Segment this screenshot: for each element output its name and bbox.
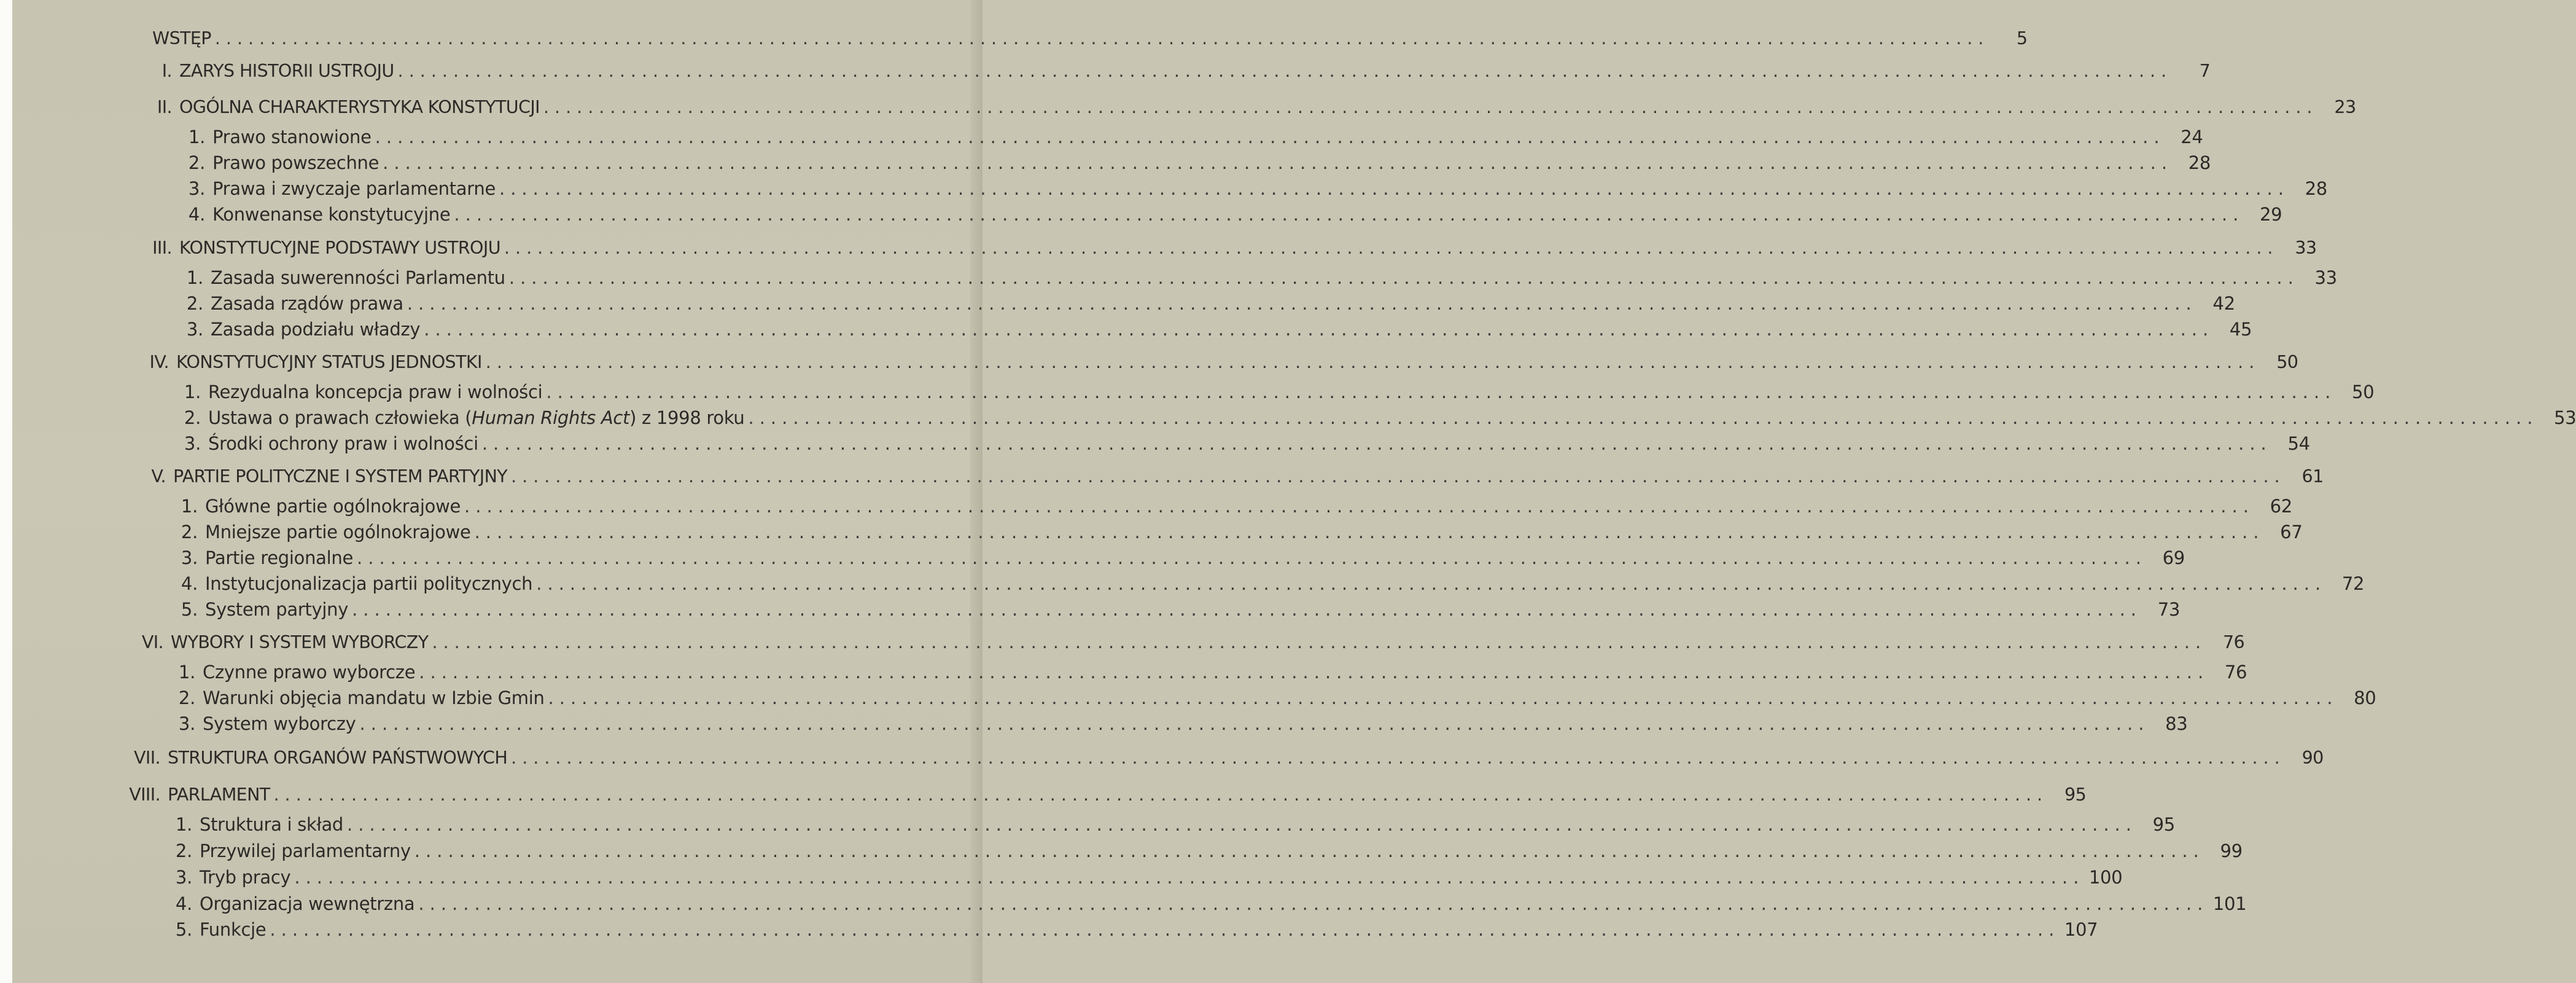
toc-chapter-page: 90 [2302, 748, 2324, 768]
toc-intro-page: 5 [2016, 28, 2028, 49]
toc-section-title: Warunki objęcia mandatu w Izbie Gmin [203, 687, 545, 708]
toc-section [188, 178, 2327, 200]
toc-section-page: 42 [2212, 293, 2235, 314]
toc-section-page: 72 [2341, 573, 2365, 594]
toc-chapter-title: WYBORY I SYSTEM WYBORCZY [171, 632, 429, 652]
toc-section-page: 76 [2224, 662, 2247, 683]
toc-section-page: 62 [2270, 496, 2292, 517]
toc-section-number: 5. [181, 599, 198, 620]
toc-section [186, 292, 2235, 315]
toc-chapter-page: 76 [2222, 632, 2245, 652]
toc-leader: ................................................................................................................................................................ [352, 599, 2142, 620]
toc-leader: ................................................................................................................................................................ [397, 61, 2173, 81]
toc-section-title: Ustawa o prawach człowieka (Human Rights Act) z 1998 roku [208, 407, 745, 428]
toc-section-title: Główne partie ogólnokrajowe [205, 496, 461, 517]
toc-chapter-number: VI. [141, 632, 163, 652]
toc-leader: ................................................................................................................................................................ [383, 152, 2173, 173]
toc-section-number: 4. [175, 893, 192, 914]
toc-section-title: Organizacja wewnętrzna [200, 893, 415, 914]
toc-leader: ................................................................................................................................................................ [511, 466, 2286, 487]
toc-leader: ................................................................................................................................................................ [504, 238, 2279, 258]
toc-leader: ................................................................................................................................................................ [375, 127, 2165, 147]
toc-section-number: 3. [178, 713, 195, 734]
toc-section [175, 840, 2243, 862]
toc-section [175, 893, 2247, 915]
toc-section-page: 101 [2212, 893, 2247, 914]
toc-intro-title: WSTĘP [152, 28, 211, 49]
toc-chapter-page: 95 [2064, 785, 2087, 805]
toc-chapter-title: STRUKTURA ORGANÓW PAŃSTWOWYCH [168, 748, 508, 768]
toc-section-title: Środki ochrony praw i wolności [208, 433, 478, 454]
toc-chapter-title: PARLAMENT [168, 785, 270, 805]
toc-leader: ................................................................................................................................................................ [418, 893, 2209, 914]
toc-section-page: 83 [2165, 713, 2188, 734]
toc-section-title: Partie regionalne [205, 547, 354, 568]
toc-section-page: 45 [2229, 319, 2252, 340]
toc-chapter-page: 50 [2276, 352, 2298, 372]
toc-section-page: 33 [2314, 267, 2337, 288]
toc-section-title: Przywilej parlamentarny [200, 840, 411, 861]
toc-section [188, 203, 2282, 225]
toc-section [178, 687, 2376, 709]
toc-section [188, 152, 2211, 174]
toc-section [181, 495, 2292, 517]
toc-chapter-title: OGÓLNA CHARAKTERYSTYKA KONSTYTUCJI [179, 97, 540, 117]
toc-section-number: 3. [184, 433, 201, 454]
toc-chapter [129, 237, 2317, 259]
toc-section [181, 521, 2303, 543]
toc-section-page: 29 [2260, 204, 2282, 225]
toc-section-title: System partyjny [205, 599, 349, 620]
toc-section-number: 2. [178, 687, 195, 708]
toc-section-number: 2. [186, 293, 203, 314]
toc-section-title: Mniejsze partie ogólnokrajowe [205, 522, 471, 542]
toc-section [175, 866, 2123, 888]
toc-chapter-number: II. [157, 97, 172, 117]
toc-chapter-number: VII. [134, 748, 160, 768]
toc-leader: ................................................................................................................................................................ [474, 522, 2265, 542]
toc-chapter-title: KONSTYTUCYJNY STATUS JEDNOSTKI [176, 352, 482, 372]
toc-section [175, 918, 2098, 941]
toc-leader: ................................................................................................................................................................ [294, 867, 2085, 888]
toc-section-page: 24 [2181, 127, 2203, 147]
toc-chapter [120, 632, 2245, 654]
toc-section-title: Rezydualna koncepcja praw i wolności [208, 382, 543, 402]
toc-section-title: Prawa i zwyczaje parlamentarne [212, 178, 496, 199]
toc-section-title: Zasada rządów prawa [211, 293, 403, 314]
toc-chapter [117, 784, 2087, 806]
toc-leader: ................................................................................................................................................................ [454, 204, 2244, 225]
toc-leader: ................................................................................................................................................................ [273, 785, 2049, 805]
toc-chapter-number: VIII. [129, 785, 160, 805]
toc-chapter-page: 61 [2302, 466, 2324, 487]
toc-leader: ................................................................................................................................................................ [508, 267, 2299, 288]
toc-section-page: 28 [2305, 178, 2327, 199]
toc-section [184, 433, 2310, 455]
toc-leader: ................................................................................................................................................................ [499, 178, 2289, 199]
toc-chapter-number: IV. [149, 352, 169, 372]
toc-section-number: 3. [181, 547, 198, 568]
page-margin [0, 0, 12, 983]
toc-section-title: Struktura i skład [200, 814, 344, 835]
toc-section-number: 3. [188, 178, 205, 199]
toc-leader: ................................................................................................................................................................ [357, 547, 2147, 568]
toc-section-title: Zasada podziału władzy [211, 319, 421, 340]
toc-leader: ................................................................................................................................................................ [464, 496, 2254, 517]
toc-section-page: 107 [2064, 919, 2098, 940]
toc-section [181, 598, 2181, 621]
toc-section-number: 1. [184, 382, 201, 402]
toc-chapter-number: I. [161, 61, 172, 81]
toc-section-number: 1. [181, 496, 198, 517]
toc-chapter-number: V. [151, 466, 166, 487]
toc-leader: ................................................................................................................................................................ [270, 919, 2060, 940]
toc-chapter-page: 33 [2295, 238, 2317, 258]
toc-leader: ................................................................................................................................................................ [748, 407, 2539, 428]
toc-section [186, 318, 2252, 340]
toc-section-title: Instytucjonalizacja partii politycznych [205, 573, 533, 594]
toc-section-page: 80 [2354, 687, 2376, 708]
toc-section [178, 661, 2247, 683]
toc-section [184, 407, 2576, 429]
toc-leader: ................................................................................................................................................................ [347, 814, 2137, 835]
toc-leader: ................................................................................................................................................................ [414, 840, 2204, 861]
toc-chapter [123, 466, 2324, 488]
toc-section-page: 100 [2088, 867, 2123, 888]
toc-leader: ................................................................................................................................................................ [419, 662, 2209, 683]
toc-section-number: 1. [188, 127, 205, 147]
toc-section [175, 813, 2175, 836]
toc-section-page: 99 [2220, 840, 2243, 861]
toc-chapter-page: 23 [2334, 97, 2356, 117]
toc-leader: ................................................................................................................................................................ [432, 632, 2207, 652]
toc-section-number: 4. [188, 204, 205, 225]
toc-leader: ................................................................................................................................................................ [485, 352, 2260, 372]
toc-section-page: 69 [2162, 547, 2185, 568]
toc-section-page: 53 [2554, 407, 2576, 428]
toc-section-number: 3. [175, 867, 192, 888]
toc-section-number: 2. [188, 152, 205, 173]
toc-section-number: 5. [175, 919, 192, 940]
toc-chapter-title: KONSTYTUCYJNE PODSTAWY USTROJU [179, 238, 500, 258]
toc-leader: ................................................................................................................................................................ [481, 433, 2272, 454]
toc-section-number: 1. [178, 662, 195, 683]
toc-leader: ................................................................................................................................................................ [548, 687, 2338, 708]
toc-chapter-number: III. [152, 238, 172, 258]
toc-section [178, 713, 2188, 735]
toc-chapter-title: PARTIE POLITYCZNE I SYSTEM PARTYJNY [173, 466, 508, 487]
toc-section-page: 54 [2287, 433, 2310, 454]
toc-section-title: Czynne prawo wyborcze [203, 662, 416, 683]
toc-section-page: 67 [2280, 522, 2303, 542]
toc-section-title: System wyborczy [203, 713, 356, 734]
toc-section-title: Funkcje [200, 919, 267, 940]
toc-section-title: Tryb pracy [200, 867, 291, 888]
toc-section-number: 2. [181, 522, 198, 542]
toc-leader: ................................................................................................................................................................ [536, 573, 2327, 594]
toc-section-title: Zasada suwerenności Parlamentu [211, 267, 505, 288]
toc-section-number: 3. [186, 319, 203, 340]
toc-chapter [129, 96, 2356, 119]
toc-section [184, 381, 2375, 403]
toc-section-page: 73 [2157, 599, 2181, 620]
toc-leader: ................................................................................................................................................................ [546, 382, 2337, 402]
toc-section [186, 267, 2337, 289]
toc-intro [152, 28, 2028, 50]
toc-chapter [117, 747, 2324, 769]
toc-section-number: 2. [175, 840, 192, 861]
toc-chapter [129, 60, 2211, 82]
toc-section-number: 2. [184, 407, 201, 428]
toc-section-title: Prawo stanowione [212, 127, 372, 147]
toc-leader: ................................................................................................................................................................ [511, 748, 2286, 768]
toc-chapter [126, 351, 2298, 374]
toc-section-page: 95 [2152, 814, 2175, 835]
toc-section-page: 28 [2188, 152, 2211, 173]
toc-leader: ................................................................................................................................................................ [424, 319, 2214, 340]
toc-section-page: 50 [2352, 382, 2375, 402]
toc-section-title: Prawo powszechne [212, 152, 379, 173]
toc-section [181, 547, 2185, 569]
toc-section-number: 1. [186, 267, 203, 288]
toc-section-number: 4. [181, 573, 198, 594]
toc-leader: ................................................................................................................................................................ [543, 97, 2318, 117]
toc-section [181, 573, 2365, 595]
toc-chapter-title: ZARYS HISTORII USTROJU [179, 61, 394, 81]
toc-leader: ................................................................................................................................................................ [359, 713, 2150, 734]
toc-section-number: 1. [175, 814, 192, 835]
toc-leader: ................................................................................................................................................................ [407, 293, 2197, 314]
toc-section-title: Konwenanse konstytucyjne [212, 204, 451, 225]
toc-chapter-page: 7 [2199, 61, 2211, 81]
toc-leader: ................................................................................................................................................................ [214, 28, 1990, 49]
toc-section [188, 126, 2203, 148]
